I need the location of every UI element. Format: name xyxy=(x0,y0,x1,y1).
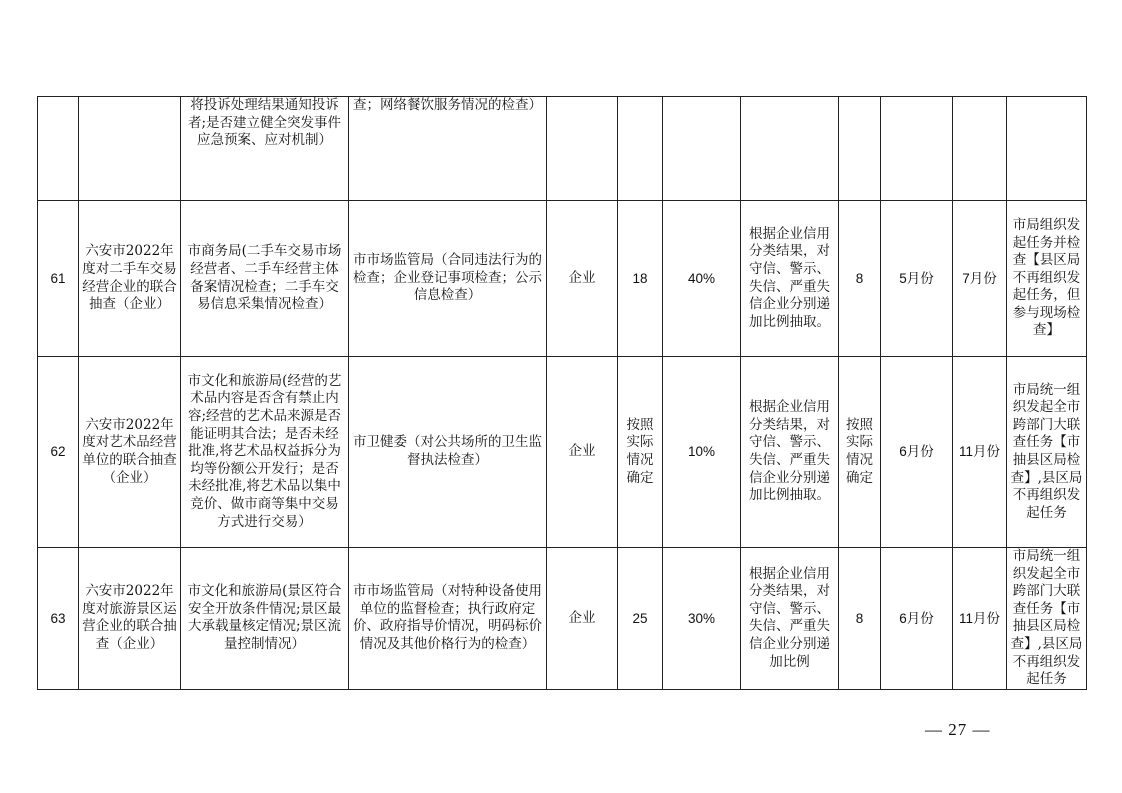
lead-department: 市商务局(二手车交易市场经营者、二手车经营主体备案情况检查；二手车交易信息采集情况检查） xyxy=(181,201,349,357)
inspection-rate: 按照实际情况确定 xyxy=(839,357,881,548)
sampling-ratio xyxy=(663,97,741,201)
end-month: 11月份 xyxy=(953,548,1007,690)
object-count: 按照实际情况确定 xyxy=(618,357,663,548)
row-number xyxy=(38,97,79,201)
end-month: 11月份 xyxy=(953,357,1007,548)
partner-department: 市市场监管局（对特种设备使用单位的监督检查；执行政府定价、政府指导价情况，明码标价情况及其他价格行为的检查） xyxy=(349,548,547,690)
sampling-method xyxy=(741,97,839,201)
object-count: 18 xyxy=(618,201,663,357)
task-name: 六安市2022年度对艺术品经营单位的联合抽查（企业） xyxy=(79,357,181,548)
inspection-object: 企业 xyxy=(547,357,618,548)
end-month xyxy=(953,97,1007,201)
table-row xyxy=(38,201,1087,357)
inspection-object: 企业 xyxy=(547,548,618,690)
page-number: — 27 — xyxy=(925,720,991,739)
remarks xyxy=(1007,97,1087,201)
start-month: 5月份 xyxy=(881,201,953,357)
sampling-method: 根据企业信用分类结果，对守信、警示、失信、严重失信企业分别递加比例 xyxy=(741,548,839,690)
table-row xyxy=(38,548,1087,690)
inspection-object xyxy=(547,97,618,201)
inspection-rate xyxy=(839,97,881,201)
sampling-ratio: 10% xyxy=(663,357,741,548)
inspection-plan-table xyxy=(37,96,1087,690)
remarks: 市局统一组织发起全市跨部门大联查任务【市抽县区局检查】,县区局不再组织发起任务 xyxy=(1007,548,1087,690)
remarks: 市局统一组织发起全市跨部门大联查任务【市抽县区局检查】,县区局不再组织发起任务 xyxy=(1007,357,1087,548)
partner-department: 查；网络餐饮服务情况的检查） xyxy=(349,97,547,201)
sampling-method: 根据企业信用分类结果，对守信、警示、失信、严重失信企业分别递加比例抽取。 xyxy=(741,201,839,357)
object-count: 25 xyxy=(618,548,663,690)
inspection-rate: 8 xyxy=(839,201,881,357)
partner-department: 市卫健委（对公共场所的卫生监督执法检查） xyxy=(349,357,547,548)
row-number: 61 xyxy=(38,201,79,357)
partner-department: 市市场监管局（合同违法行为的检查；企业登记事项检查；公示信息检查） xyxy=(349,201,547,357)
object-count xyxy=(618,97,663,201)
table-row xyxy=(38,97,1087,201)
lead-department: 市文化和旅游局(景区符合安全开放条件情况;景区最大承载量核定情况;景区流量控制情况） xyxy=(181,548,349,690)
table-row xyxy=(38,357,1087,548)
start-month: 6月份 xyxy=(881,548,953,690)
inspection-rate: 8 xyxy=(839,548,881,690)
sampling-ratio: 40% xyxy=(663,201,741,357)
sampling-method: 根据企业信用分类结果，对守信、警示、失信、严重失信企业分别递加比例抽取。 xyxy=(741,357,839,548)
row-number: 62 xyxy=(38,357,79,548)
sampling-ratio: 30% xyxy=(663,548,741,690)
end-month: 7月份 xyxy=(953,201,1007,357)
task-name xyxy=(79,97,181,201)
row-number: 63 xyxy=(38,548,79,690)
task-name: 六安市2022年度对旅游景区运营企业的联合抽查（企业） xyxy=(79,548,181,690)
inspection-object: 企业 xyxy=(547,201,618,357)
remarks: 市局组织发起任务并检查【县区局不再组织发起任务，但参与现场检查】 xyxy=(1007,201,1087,357)
lead-department: 市文化和旅游局(经营的艺术品内容是否含有禁止内容;经营的艺术品来源是否能证明其合法；是否未经批准,将艺术品权益拆分为均等份额公开发行；是否未经批准,将艺术品以集中竞价、做市商等集中交易方式进行交易） xyxy=(181,357,349,548)
start-month xyxy=(881,97,953,201)
task-name: 六安市2022年度对二手车交易经营企业的联合抽查（企业） xyxy=(79,201,181,357)
lead-department: 将投诉处理结果通知投诉者;是否建立健全突发事件应急预案、应对机制） xyxy=(181,97,349,201)
start-month: 6月份 xyxy=(881,357,953,548)
